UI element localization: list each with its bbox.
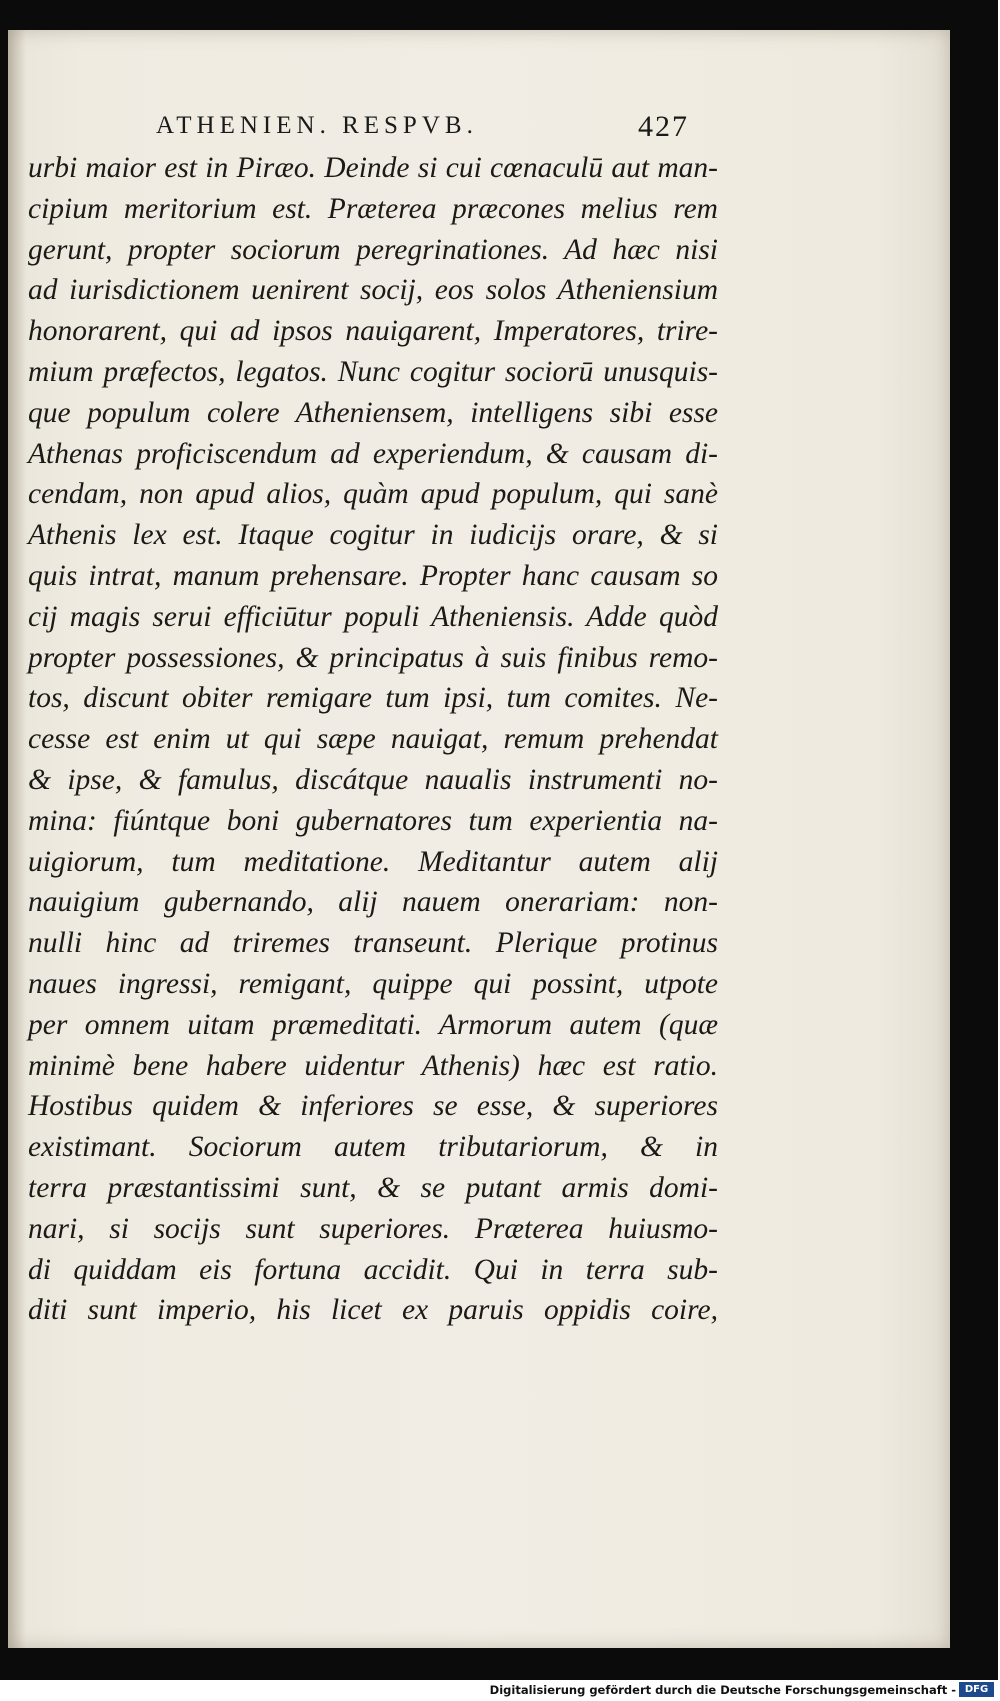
text-line: ad iurisdictionem uenirent socij, eos solos Atheniensium: [28, 274, 718, 307]
text-line: nauigium gubernando, alij nauem onerariam: non-: [28, 886, 718, 919]
text-line: terra præstantissimi sunt, & se putant armis domi-: [28, 1171, 718, 1204]
text-line: Hostibus quidem & inferiores se esse, & superiores: [28, 1090, 718, 1123]
text-line: per omnem uitam præmeditati. Armorum autem (quæ: [28, 1008, 718, 1041]
text-line: & ipse, & famulus, discátque naualis instrumenti no-: [28, 763, 718, 796]
text-line: naues ingressi, remigant, quippe qui possint, utpote: [28, 967, 718, 1000]
book-page: [8, 30, 950, 1648]
text-line: cipium meritorium est. Præterea præcones melius rem: [28, 192, 718, 225]
text-line: uigiorum, tum meditatione. Meditantur autem alij: [28, 845, 718, 878]
text-line: nulli hinc ad triremes transeunt. Plerique protinus: [28, 927, 718, 960]
funding-credit: Digitalisierung gefördert durch die Deutsche Forschungsgemeinschaft -: [489, 1683, 956, 1697]
text-line: cij magis serui efficiūtur populi Atheniensis. Adde quòd: [28, 600, 718, 633]
text-line: gerunt, propter sociorum peregrinationes. Ad hæc nisi: [28, 233, 718, 266]
text-line: mium præfectos, legatos. Nunc cogitur sociorū unusquis-: [28, 355, 718, 388]
text-line: minimè bene habere uidentur Athenis) hæc est ratio.: [28, 1049, 718, 1082]
text-line: honorarent, qui ad ipsos nauigarent, Imperatores, trire-: [28, 315, 718, 348]
page-gutter-shadow: [8, 30, 26, 1648]
text-line: existimant. Sociorum autem tributariorum, & in: [28, 1131, 718, 1164]
text-line: propter possessiones, & principatus à suis finibus remo-: [28, 641, 718, 674]
text-line: tos, discunt obiter remigare tum ipsi, tum comites. Ne-: [28, 682, 718, 715]
text-line: nari, si socijs sunt superiores. Præterea huiusmo-: [28, 1212, 718, 1245]
text-line: di quiddam eis fortuna accidit. Qui in terra sub-: [28, 1253, 718, 1286]
text-line: cendam, non apud alios, quàm apud populum, qui sanè: [28, 478, 718, 511]
text-line: cesse est enim ut qui sæpe nauigat, remum prehendat: [28, 723, 718, 756]
dfg-logo: DFG: [959, 1682, 994, 1697]
running-head: ATHENIEN. RESPVB.: [156, 112, 478, 139]
text-line: urbi maior est in Piræo. Deinde si cui cœnaculū aut man-: [28, 152, 718, 184]
text-line: Athenis lex est. Itaque cogitur in iudicijs orare, & si: [28, 519, 718, 552]
body-text: [28, 148, 718, 1331]
text-line: diti sunt imperio, his licet ex paruis oppidis coire,: [28, 1294, 718, 1327]
text-line: que populum colere Atheniensem, intelligens sibi esse: [28, 396, 718, 429]
text-line: mina: fiúntque boni gubernatores tum experientia na-: [28, 804, 718, 837]
text-line: Athenas proficiscendum ad experiendum, & causam di-: [28, 437, 718, 470]
text-line: quis intrat, manum prehensare. Propter hanc causam so: [28, 559, 718, 592]
page-number: 427: [638, 110, 689, 143]
